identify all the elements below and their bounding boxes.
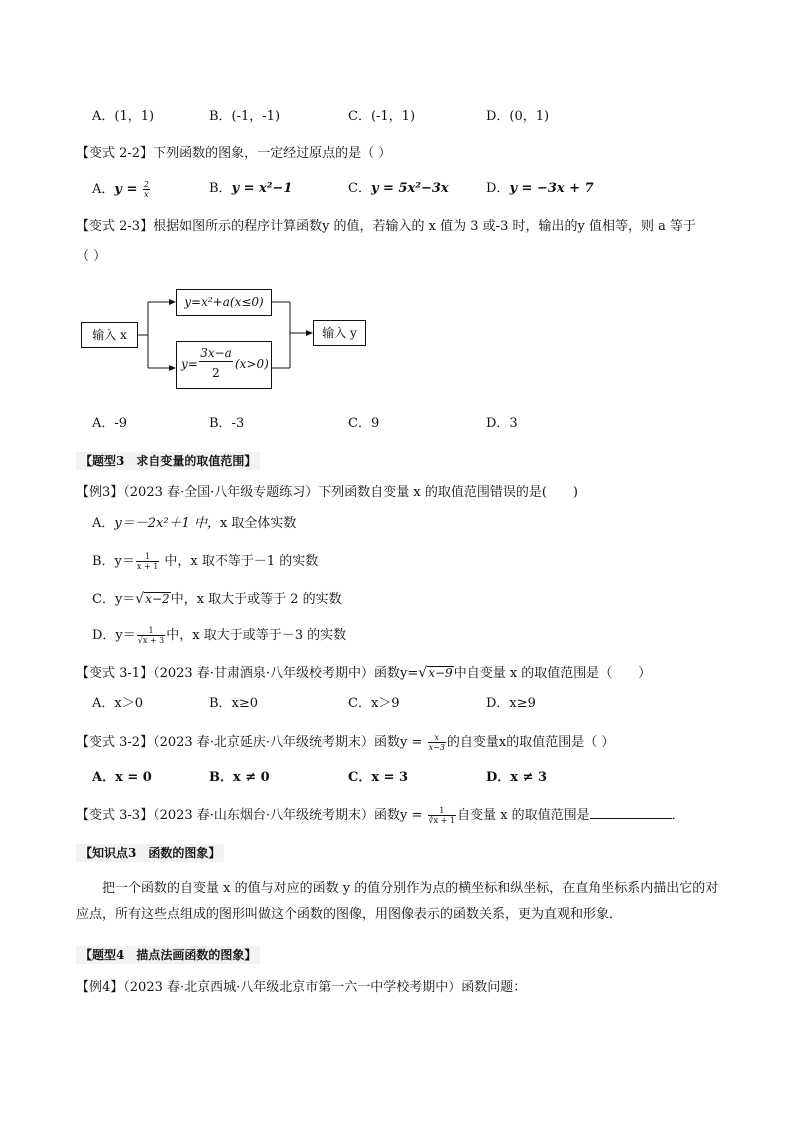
section-tag-knowledge-3: 【知识点3 函数的图象】 (76, 844, 224, 862)
option-d: D．x ≠ 3 (486, 770, 548, 785)
option-d: D．y＝ $\frac{1}{√x + 3}$ 中，x 取大于或等于－3 的实数 (92, 626, 347, 645)
option-a: A．(1，1) (92, 109, 155, 124)
example-3-stem: 【例3】（2023 春·全国·八年级专题练习）下列函数自变量 x 的取值范围错误的是( ) (76, 485, 579, 500)
option-a: A．x = 0 (92, 770, 152, 785)
variant-3-3-stem: 【变式 3-3】（2023 春·山东烟台·八年级统考期末）函数y = $\frac{1}{∛x + 1}$ 自变量 x 的取值范围是 ． (76, 806, 685, 825)
option-b: B．-3 (209, 416, 245, 431)
option-a: A．y = $\frac{2}{x}$ (92, 180, 149, 199)
flow-bottom-formula-box: y= 3x−a 2 (x>0) (176, 341, 272, 389)
option-b: B．y＝ $\frac{1}{x + 1}$ 中，x 取不等于－1 的实数 (92, 552, 319, 571)
section-tag-type-3: 【题型3 求自变量的取值范围】 (76, 452, 260, 470)
option-d: D．x≥9 (486, 696, 536, 711)
answer-blank[interactable] (590, 806, 672, 819)
fraction: $\frac{1}{∛x + 1}$ (428, 806, 456, 825)
question-text: 下列函数的图象，一定经过原点的是（ ） (153, 146, 392, 161)
option-c: C．x＞9 (348, 696, 400, 711)
option-c: C．y = 5x²−3x (348, 181, 449, 196)
option-c: C．x = 3 (348, 770, 409, 785)
option-a: A．y＝－2x²＋1 中，x 取全体实数 (92, 516, 297, 531)
variant-label: 【变式 2-3】 (76, 219, 154, 234)
option-b: B．(-1，-1) (209, 109, 281, 124)
section-tag-type-4: 【题型4 描点法画函数的图象】 (76, 946, 260, 964)
fraction: $\frac{2}{x}$ (143, 180, 149, 199)
option-b: B．x ≠ 0 (209, 770, 270, 785)
option-c: C．9 (348, 416, 380, 431)
option-c: C．(-1，1) (348, 109, 416, 124)
flow-output-box: 输入 y (313, 320, 366, 346)
fraction: $\frac{1}{x + 1}$ (136, 552, 159, 571)
flow-input-box: 输入 x (81, 322, 138, 348)
variant-3-1-stem: 【变式 3-1】（2023 春·甘肃酒泉·八年级校考期中）函数y=√x−9中自变量 x 的取值范围是（ ） (76, 665, 652, 681)
option-a: A．x＞0 (92, 696, 143, 711)
fraction: $\frac{1}{√x + 3}$ (137, 626, 165, 645)
option-c: C．y＝√x−2中，x 取大于或等于 2 的实数 (92, 591, 342, 607)
knowledge-paragraph: 把一个函数的自变量 x 的值与对应的函数 y 的值分别作为点的横坐标和纵坐标，在直角坐标系内描出它的对应点，所有这些点组成的图形叫做这个函数的图像，用图像表示的函数关系，更为直观和形象． (76, 881, 719, 922)
question-paren: （ ） (76, 249, 107, 264)
option-d: D．(0，1) (486, 109, 550, 124)
option-d: D．3 (486, 416, 518, 431)
option-b: B．y = x²−1 (209, 181, 293, 196)
variant-label: 【变式 2-2】 (76, 146, 154, 161)
flow-top-formula-box: y=x²+a(x≤0) (176, 289, 272, 316)
option-b: B．x≥0 (209, 696, 259, 711)
option-d: D．y = −3x + 7 (486, 181, 594, 196)
question-text: 根据如图所示的程序计算函数y 的值，若输入的 x 值为 3 或-3 时，输出的y 值相等，则 a 等于 (153, 219, 696, 234)
option-a: A．-9 (92, 416, 128, 431)
fraction: $\frac{x}{x-3}$ (428, 733, 445, 752)
variant-3-2-stem: 【变式 3-2】（2023 春·北京延庆·八年级统考期末）函数y = $\frac{x}{x-3}$ 的自变量x的取值范围是（ ） (76, 733, 615, 752)
example-4-stem: 【例4】（2023 春·北京西城·八年级北京市第一六一中学校考期中）函数问题： (76, 980, 527, 995)
